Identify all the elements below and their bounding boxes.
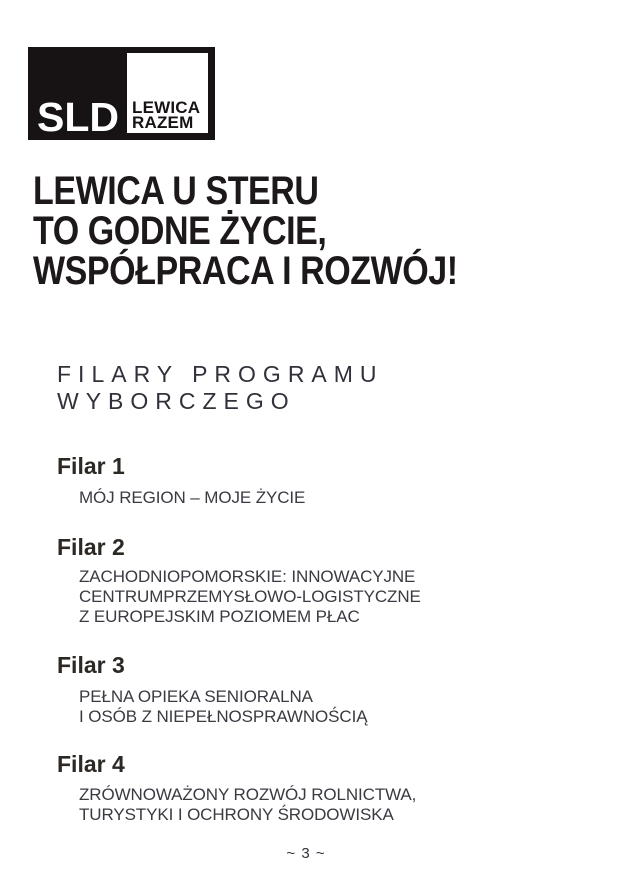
filar-2-line1: ZACHODNIOPOMORSKIE: INNOWACYJNE [79, 567, 416, 586]
filar-2-line3: Z EUROPEJSKIM POZIOMEM PŁAC [79, 607, 360, 626]
logo-subtitle-line2: RAZEM [132, 113, 194, 132]
section-kicker-line1: FILARY PROGRAMU [57, 361, 384, 387]
filar-2-description [79, 567, 421, 627]
filar-3-description [79, 687, 367, 727]
page-number: ~ 3 ~ [286, 845, 326, 862]
logo-white-inset [127, 53, 208, 133]
filar-3-heading: Filar 3 [57, 652, 125, 678]
filar-4-heading: Filar 4 [57, 751, 125, 777]
filar-1-line1: MÓJ REGION – MOJE ŻYCIE [79, 488, 306, 507]
page-title-line2: TO GODNE ŻYCIE, [33, 209, 327, 253]
filar-2-line2: CENTRUMPRZEMYSŁOWO-LOGISTYCZNE [79, 587, 421, 606]
filar-2-heading: Filar 2 [57, 534, 125, 560]
section-kicker [57, 361, 384, 415]
filar-4-description [79, 785, 416, 825]
filar-4-line2: TURYSTYKI I OCHRONY ŚRODOWISKA [79, 805, 394, 824]
filar-1-description [79, 488, 305, 508]
logo-subtitle-line1: LEWICA [132, 98, 201, 117]
logo-subtitle [132, 100, 200, 130]
page-title-line1: LEWICA U STERU [33, 169, 319, 213]
sld-lewica-razem-logo [28, 47, 215, 140]
filar-3-line1: PEŁNA OPIEKA SENIORALNA [79, 687, 313, 706]
section-kicker-line2: WYBORCZEGO [57, 388, 296, 414]
logo-acronym: SLD [37, 94, 119, 140]
filar-1-heading: Filar 1 [57, 453, 125, 479]
page-title [33, 171, 458, 291]
filar-3-line2: I OSÓB Z NIEPEŁNOSPRAWNOŚCIĄ [79, 707, 368, 726]
filar-4-line1: ZRÓWNOWAŻONY ROZWÓJ ROLNICTWA, [79, 785, 417, 804]
page-title-line3: WSPÓŁPRACA I ROZWÓJ! [33, 249, 458, 293]
